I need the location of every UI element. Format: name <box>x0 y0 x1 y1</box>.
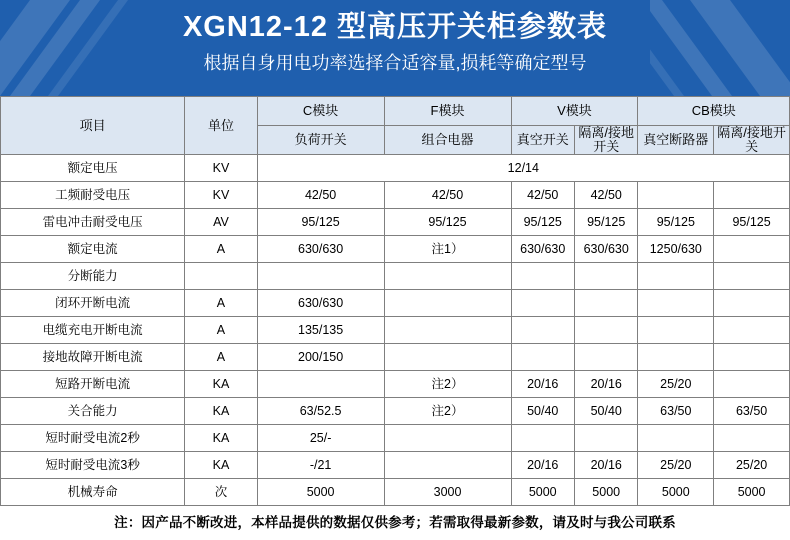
row-unit: A <box>185 344 257 371</box>
row-value <box>638 425 714 452</box>
row-value: 5000 <box>511 479 574 506</box>
footer-note: 注：因产品不断改进，本样品提供的数据仅供参考；若需取得最新参数，请及时与我公司联系 <box>0 506 790 540</box>
row-value: 25/20 <box>638 452 714 479</box>
row-value <box>511 425 574 452</box>
row-value: 63/50 <box>638 398 714 425</box>
row-value: 95/125 <box>574 209 637 236</box>
row-value: 20/16 <box>511 371 574 398</box>
row-value <box>511 290 574 317</box>
table-body <box>1 155 790 506</box>
row-value: 42/50 <box>511 182 574 209</box>
row-value: -/21 <box>257 452 384 479</box>
row-unit <box>185 263 257 290</box>
row-value <box>638 263 714 290</box>
row-value: 200/150 <box>257 344 384 371</box>
row-unit: KV <box>185 182 257 209</box>
row-unit: KA <box>185 398 257 425</box>
row-value: 注2） <box>384 371 511 398</box>
row-label: 电缆充电开断电流 <box>1 317 185 344</box>
table-row <box>1 398 790 425</box>
row-value <box>574 317 637 344</box>
row-value <box>638 317 714 344</box>
spec-table <box>0 96 790 506</box>
row-value: 20/16 <box>574 452 637 479</box>
column-header-c-module: C模块 <box>257 97 384 126</box>
row-value <box>384 344 511 371</box>
table-row <box>1 371 790 398</box>
row-value <box>638 290 714 317</box>
row-label: 闭环开断电流 <box>1 290 185 317</box>
row-value: 95/125 <box>257 209 384 236</box>
row-value: 5000 <box>574 479 637 506</box>
row-unit: KA <box>185 371 257 398</box>
row-value: 63/50 <box>714 398 790 425</box>
row-label: 短路开断电流 <box>1 371 185 398</box>
row-unit: KA <box>185 425 257 452</box>
row-value: 50/40 <box>511 398 574 425</box>
row-value <box>638 344 714 371</box>
row-value <box>714 290 790 317</box>
row-label: 短时耐受电流3秒 <box>1 452 185 479</box>
row-value: 630/630 <box>574 236 637 263</box>
subcolumn-header-v1: 真空开关 <box>511 126 574 155</box>
table-row <box>1 317 790 344</box>
row-unit: KA <box>185 452 257 479</box>
row-value: 3000 <box>384 479 511 506</box>
row-label: 短时耐受电流2秒 <box>1 425 185 452</box>
row-value <box>714 344 790 371</box>
row-value: 20/16 <box>574 371 637 398</box>
table-row <box>1 236 790 263</box>
row-value <box>574 344 637 371</box>
table-row <box>1 290 790 317</box>
row-value <box>714 263 790 290</box>
row-value <box>511 263 574 290</box>
column-header-item: 项目 <box>1 97 185 155</box>
table-row <box>1 182 790 209</box>
table-head <box>1 97 790 155</box>
row-unit: AV <box>185 209 257 236</box>
row-value: 注1） <box>384 236 511 263</box>
row-value <box>714 182 790 209</box>
row-label: 机械寿命 <box>1 479 185 506</box>
row-value: 95/125 <box>638 209 714 236</box>
row-label: 雷电冲击耐受电压 <box>1 209 185 236</box>
row-label: 工频耐受电压 <box>1 182 185 209</box>
row-value: 63/52.5 <box>257 398 384 425</box>
row-value <box>257 263 384 290</box>
row-value <box>257 371 384 398</box>
row-value: 630/630 <box>257 290 384 317</box>
row-value: 42/50 <box>574 182 637 209</box>
row-value <box>574 290 637 317</box>
row-value: 95/125 <box>384 209 511 236</box>
subcolumn-header-cb2: 隔离/接地开关 <box>714 126 790 155</box>
row-value <box>384 263 511 290</box>
row-value: 1250/630 <box>638 236 714 263</box>
subcolumn-header-cb1: 真空断路器 <box>638 126 714 155</box>
row-value <box>714 425 790 452</box>
row-value: 95/125 <box>511 209 574 236</box>
row-value <box>638 182 714 209</box>
table-row <box>1 155 790 182</box>
row-value: 630/630 <box>257 236 384 263</box>
table-row <box>1 479 790 506</box>
row-value <box>384 317 511 344</box>
column-header-f-module: F模块 <box>384 97 511 126</box>
table-row <box>1 263 790 290</box>
row-unit: A <box>185 290 257 317</box>
row-value <box>384 452 511 479</box>
row-value: 5000 <box>638 479 714 506</box>
row-unit: A <box>185 317 257 344</box>
row-value <box>714 371 790 398</box>
row-value <box>574 263 637 290</box>
row-value: 630/630 <box>511 236 574 263</box>
row-value <box>511 317 574 344</box>
row-value-all: 12/14 <box>257 155 789 182</box>
row-label: 接地故障开断电流 <box>1 344 185 371</box>
column-header-v-module: V模块 <box>511 97 638 126</box>
row-value: 25/20 <box>638 371 714 398</box>
row-unit: A <box>185 236 257 263</box>
row-value: 42/50 <box>384 182 511 209</box>
page-subtitle: 根据自身用电功率选择合适容量,损耗等确定型号 <box>203 53 587 73</box>
table-row <box>1 209 790 236</box>
table-header-row-1 <box>1 97 790 126</box>
row-value <box>714 236 790 263</box>
page-title: XGN12-12 型高压开关柜参数表 <box>182 11 608 43</box>
subcolumn-header-f1: 组合电器 <box>384 126 511 155</box>
row-value <box>714 317 790 344</box>
row-label: 关合能力 <box>1 398 185 425</box>
subcolumn-header-v2: 隔离/接地开关 <box>574 126 637 155</box>
row-unit: KV <box>185 155 257 182</box>
row-value: 5000 <box>714 479 790 506</box>
row-value <box>511 344 574 371</box>
column-header-cb-module: CB模块 <box>638 97 790 126</box>
row-unit: 次 <box>185 479 257 506</box>
page-header <box>0 0 790 96</box>
row-value <box>384 290 511 317</box>
spec-table-container <box>0 96 790 506</box>
table-row <box>1 452 790 479</box>
table-row <box>1 425 790 452</box>
row-value: 5000 <box>257 479 384 506</box>
column-header-unit: 单位 <box>185 97 257 155</box>
row-value: 135/135 <box>257 317 384 344</box>
table-row <box>1 344 790 371</box>
row-value <box>384 425 511 452</box>
row-label: 额定电压 <box>1 155 185 182</box>
row-value: 注2） <box>384 398 511 425</box>
row-value: 50/40 <box>574 398 637 425</box>
row-value: 20/16 <box>511 452 574 479</box>
row-value: 42/50 <box>257 182 384 209</box>
subcolumn-header-c1: 负荷开关 <box>257 126 384 155</box>
row-value: 25/- <box>257 425 384 452</box>
row-value: 95/125 <box>714 209 790 236</box>
row-label: 分断能力 <box>1 263 185 290</box>
row-value <box>574 425 637 452</box>
row-label: 额定电流 <box>1 236 185 263</box>
row-value: 25/20 <box>714 452 790 479</box>
